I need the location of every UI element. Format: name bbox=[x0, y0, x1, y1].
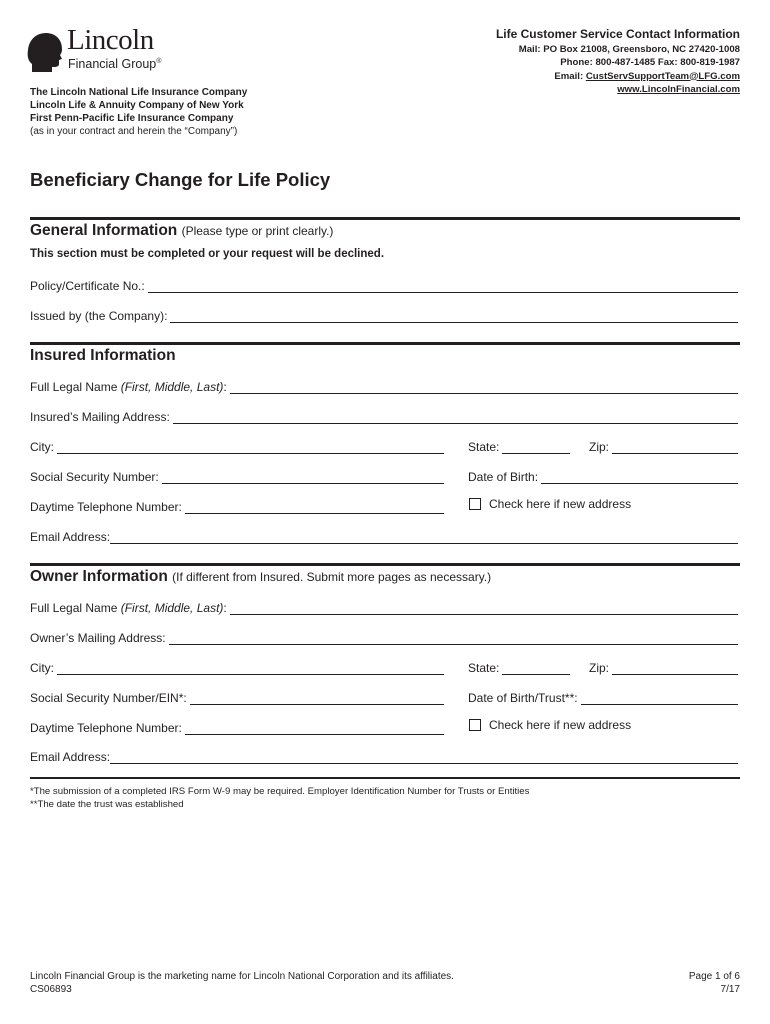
logo-subtitle: Financial Group® bbox=[68, 57, 162, 71]
footer-left bbox=[30, 971, 454, 996]
insured-zip-field[interactable]: Zip: bbox=[589, 438, 738, 454]
footnotes bbox=[30, 786, 529, 811]
owner-dob-field[interactable]: Date of Birth/Trust**: bbox=[468, 689, 738, 705]
footnote: **The date the trust was established bbox=[30, 798, 184, 810]
owner-address-field[interactable]: Owner’s Mailing Address: bbox=[30, 629, 738, 645]
page-number: Page 1 of 6 bbox=[688, 971, 740, 982]
section-divider bbox=[30, 217, 740, 220]
insured-city-field[interactable]: City: bbox=[30, 438, 444, 454]
insured-phone-field[interactable]: Daytime Telephone Number: bbox=[30, 498, 444, 514]
lincoln-head-logo-icon bbox=[26, 30, 64, 72]
contact-title: Life Customer Service Contact Information bbox=[495, 27, 740, 41]
insured-address-field[interactable]: Insured’s Mailing Address: bbox=[30, 408, 738, 424]
company-note: (as in your contract and herein the “Company”) bbox=[30, 126, 238, 137]
contact-info bbox=[496, 28, 740, 96]
section-divider bbox=[30, 777, 740, 779]
company-name: The Lincoln National Life Insurance Company bbox=[30, 87, 248, 98]
marketing-statement: Lincoln Financial Group is the marketing name for Lincoln National Corporation and its affiliates. bbox=[30, 971, 454, 982]
owner-phone-field[interactable]: Daytime Telephone Number: bbox=[30, 719, 444, 735]
owner-new-address-checkbox[interactable]: Check here if new address bbox=[469, 718, 631, 732]
contact-mail: Mail: PO Box 21008, Greensboro, NC 27420-1008 bbox=[518, 44, 740, 56]
owner-ssn-field[interactable]: Social Security Number/EIN*: bbox=[30, 689, 444, 705]
general-info-heading: General Information (Please type or print clearly.) bbox=[30, 222, 334, 239]
company-name: Lincoln Life & Annuity Company of New York bbox=[30, 100, 244, 111]
insured-info-heading: Insured Information bbox=[30, 347, 176, 364]
owner-city-field[interactable]: City: bbox=[30, 659, 444, 675]
owner-name-field[interactable]: Full Legal Name (First, Middle, Last): bbox=[30, 599, 738, 615]
company-list bbox=[30, 86, 247, 138]
contact-phone: Phone: 800-487-1485 Fax: 800-819-1987 bbox=[560, 57, 740, 69]
checkbox-icon[interactable] bbox=[469, 719, 481, 731]
document-title: Beneficiary Change for Life Policy bbox=[30, 169, 331, 190]
checkbox-icon[interactable] bbox=[469, 498, 481, 510]
owner-info-heading: Owner Information (If different from Insured. Submit more pages as necessary.) bbox=[30, 568, 492, 585]
logo-wordmark: Lincoln bbox=[67, 24, 154, 56]
footer-right bbox=[689, 971, 740, 996]
footnote: *The submission of a completed IRS Form W-9 may be required. Employer Identification Number for Trusts or Entities bbox=[30, 786, 530, 797]
required-notice: This section must be completed or your request will be declined. bbox=[30, 248, 385, 260]
insured-email-field[interactable]: Email Address: bbox=[30, 528, 738, 544]
insured-new-address-checkbox[interactable]: Check here if new address bbox=[469, 497, 631, 511]
policy-number-field[interactable]: Policy/Certificate No.: bbox=[30, 277, 738, 293]
insured-ssn-field[interactable]: Social Security Number: bbox=[30, 468, 444, 484]
owner-state-field[interactable]: State: bbox=[468, 659, 570, 675]
section-divider bbox=[30, 563, 740, 566]
company-name: First Penn-Pacific Life Insurance Company bbox=[30, 113, 234, 124]
contact-email-row: Email: CustServSupportTeam@LFG.com bbox=[554, 70, 740, 82]
owner-zip-field[interactable]: Zip: bbox=[589, 659, 738, 675]
insured-state-field[interactable]: State: bbox=[468, 438, 570, 454]
section-divider bbox=[30, 342, 740, 345]
form-date: 7/17 bbox=[720, 983, 740, 995]
website-link[interactable]: www.LincolnFinancial.com bbox=[617, 83, 740, 95]
insured-dob-field[interactable]: Date of Birth: bbox=[468, 468, 738, 484]
issued-by-field[interactable]: Issued by (the Company): bbox=[30, 307, 738, 323]
insured-name-field[interactable]: Full Legal Name (First, Middle, Last): bbox=[30, 378, 738, 394]
contact-email-link[interactable]: CustServSupportTeam@LFG.com bbox=[585, 70, 740, 82]
owner-email-field[interactable]: Email Address: bbox=[30, 748, 738, 764]
form-number: CS06893 bbox=[30, 983, 72, 995]
